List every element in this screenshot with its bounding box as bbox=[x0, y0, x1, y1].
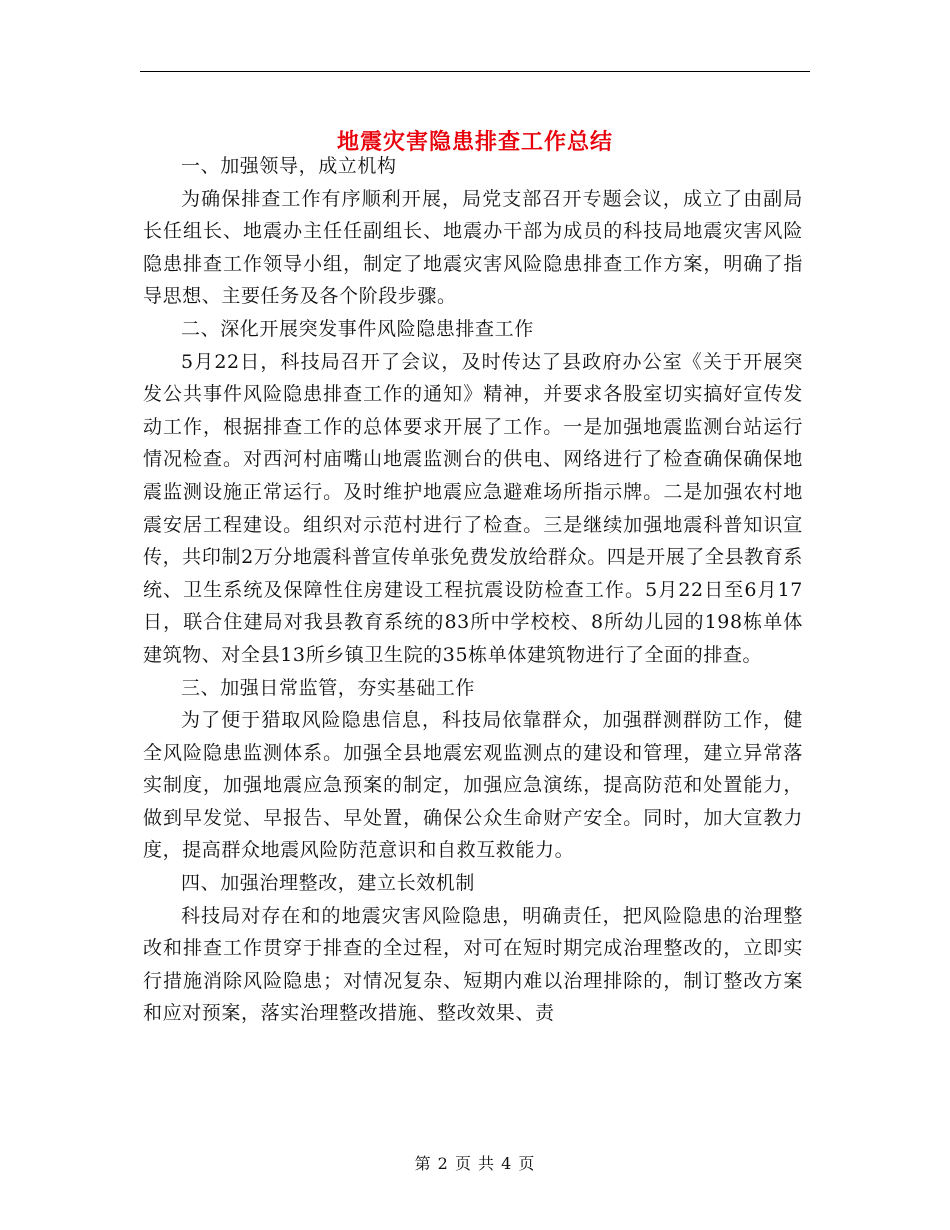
section-paragraph-2: 5月22日，科技局召开了会议，及时传达了县政府办公室《关于开展突发公共事件风险隐患排查工作的通知》精神，并要求各股室切实搞好宣传发动工作，根据排查工作的总体要求开展了工作。一是加强地震监测台站运行情况检查。对西河村庙嘴山地震监测台的供电、网络进行了检查确保确保地震监测设施正常运行。及时维护地震应急避难场所指示牌。二是加强农村地震安居工程建设。组织对示范村进行了检查。三是继续加强地震科普知识宣传，共印制2万分地震科普宣传单张免费发放给群众。四是开展了全县教育系统、卫生系统及保障性住房建设工程抗震设防检查工作。5月22日至6月17日，联合住建局对我县教育系统的83所中学校校、8所幼儿园的198栋单体建筑物、对全县13所乡镇卫生院的35栋单体建筑物进行了全面的排查。 bbox=[143, 350, 803, 666]
header-rule bbox=[140, 71, 810, 72]
section-paragraph-1: 为确保排查工作有序顺利开展，局党支部召开专题会议，成立了由副局长任组长、地震办主任任副组长、地震办干部为成员的科技局地震灾害风险隐患排查工作领导小组，制定了地震灾害风险隐患排查工作方案，明确了指导思想、主要任务及各个阶段步骤。 bbox=[143, 187, 803, 308]
section-paragraph-4: 科技局对存在和的地震灾害风险隐患，明确责任，把风险隐患的治理整改和排查工作贯穿于排查的全过程，对可在短时期完成治理整改的，立即实行措施消除风险隐患；对情况复杂、短期内难以治理排除的，制订整改方案和应对预案，落实治理整改措施、整改效果、责 bbox=[143, 904, 803, 1025]
document-title: 地震灾害隐患排查工作总结 bbox=[336, 128, 613, 155]
section-heading-4: 四、加强治理整改，建立长效机制 bbox=[181, 872, 476, 895]
section-heading-3: 三、加强日常监管，夯实基础工作 bbox=[181, 676, 476, 699]
section-paragraph-3: 为了便于猎取风险隐患信息，科技局依靠群众，加强群测群防工作，健全风险隐患监测体系。加强全县地震宏观监测点的建设和管理，建立异常落实制度，加强地震应急预案的制定，加强应急演练，提高防范和处置能力，做到早发觉、早报告、早处置，确保公众生命财产安全。同时，加大宣教力度，提高群众地震风险防范意识和自救互救能力。 bbox=[143, 709, 803, 862]
document-body bbox=[143, 150, 803, 1030]
section-heading-1: 一、加强领导，成立机构 bbox=[181, 155, 397, 177]
page-number-footer: 第 2 页 共 4 页 bbox=[414, 1154, 536, 1173]
section-heading-2: 二、深化开展突发事件风险隐患排查工作 bbox=[181, 317, 534, 340]
